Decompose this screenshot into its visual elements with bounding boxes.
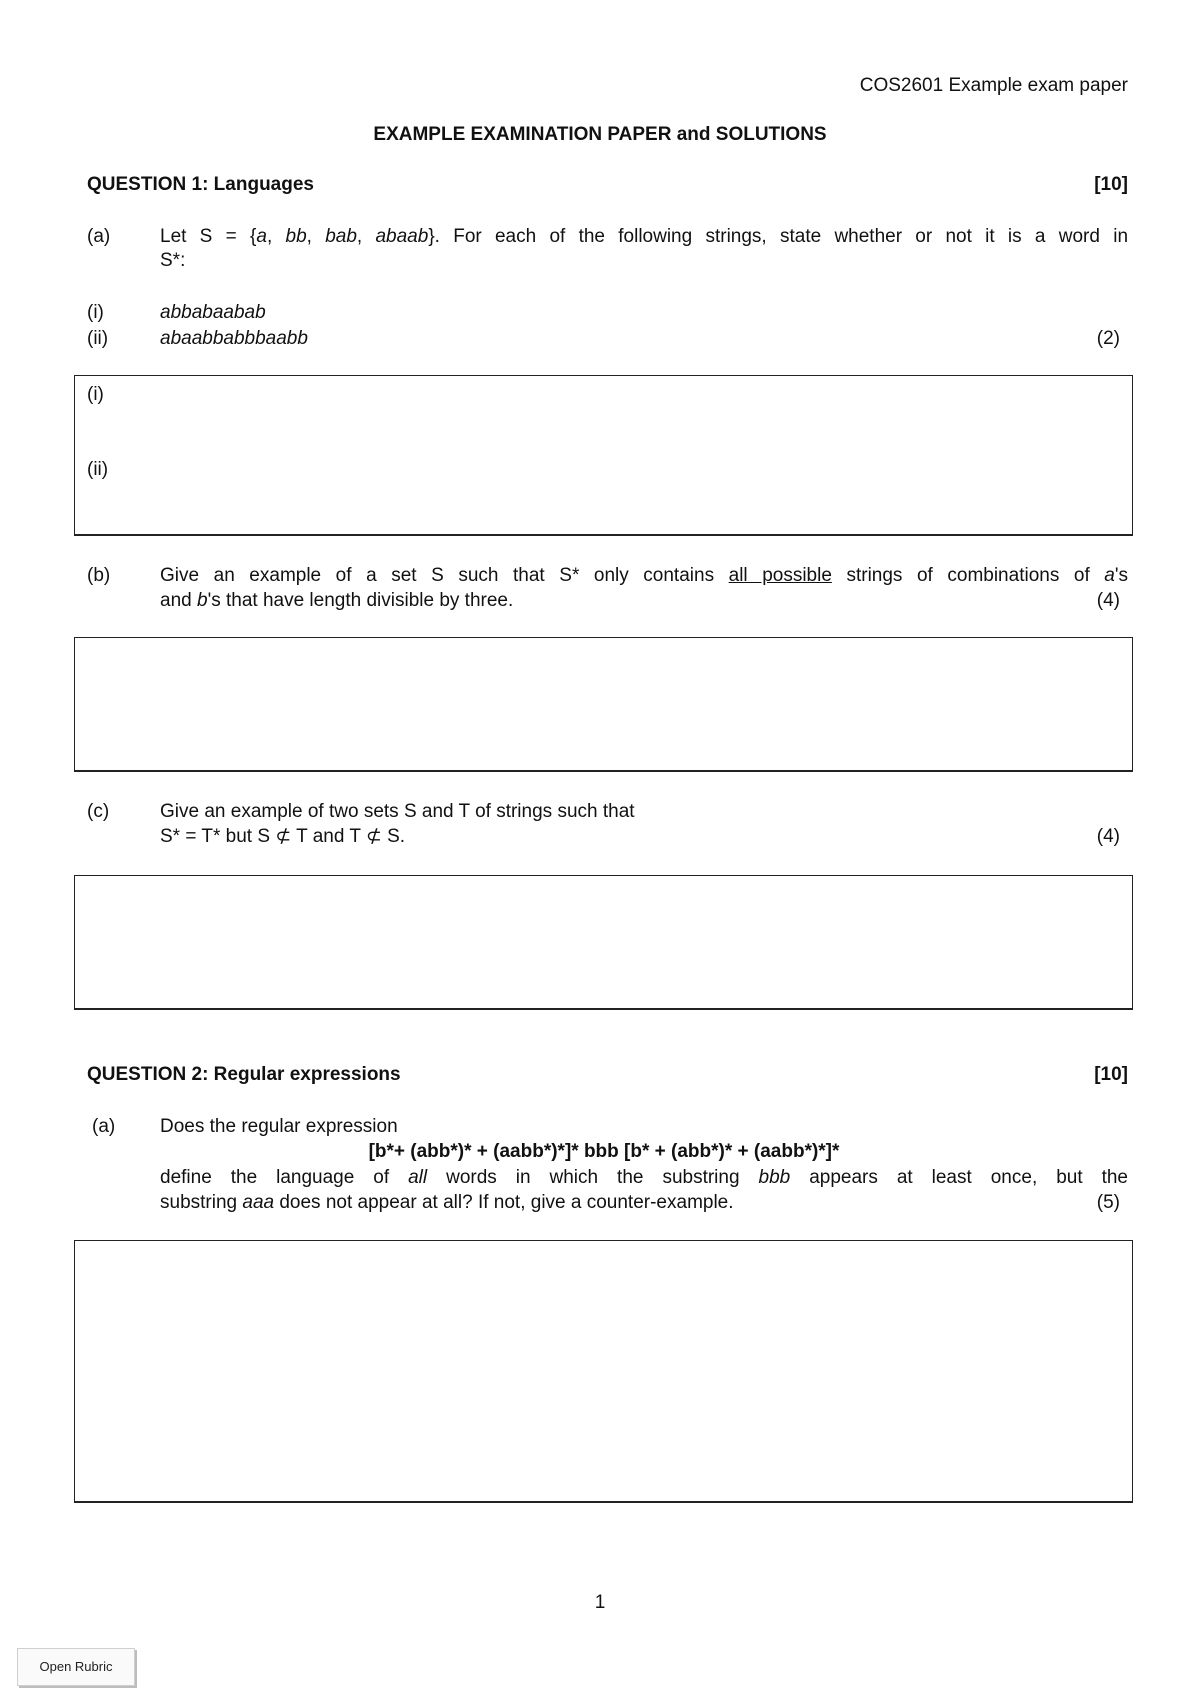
q1-heading: QUESTION 1: Languages [87,174,314,195]
q1b-label: (b) [87,565,111,586]
q2a-marks: (5) [1096,1192,1120,1213]
q1c-question-line2: S* = T* but S ⊄ T and T ⊄ S. [160,826,406,847]
q1c-marks: (4) [1096,826,1120,847]
q1b-question-line1: Give an example of a set S such that S* only contains all possible strings of combinations of a's [160,565,1129,586]
q2a-question-line3: define the language of all words in which the substring bbb appears at least once, but the [160,1167,1128,1188]
course-header: COS2601 Example exam paper [859,75,1128,96]
answer-label-ii: (ii) [87,459,109,480]
q1c-label: (c) [87,801,110,822]
q2-marks: [10] [1094,1064,1128,1085]
q1a-marks: (2) [1096,328,1120,349]
open-rubric-button[interactable]: Open Rubric [17,1648,135,1686]
q1a-item-label: (i) [87,302,104,323]
q1b-answer-box[interactable] [74,637,1133,772]
q2a-question-line1: Does the regular expression [160,1116,398,1137]
q1b-marks: (4) [1096,590,1120,611]
q1-marks: [10] [1094,174,1128,195]
q1c-answer-box[interactable] [74,875,1133,1010]
q2-heading: QUESTION 2: Regular expressions [87,1064,401,1085]
answer-label-i: (i) [87,384,104,405]
q1c-question-line1: Give an example of two sets S and T of strings such that [160,801,635,822]
q1a-question-line2: S*: [160,250,186,271]
q1a-item-value: abaabbabbbaabb [160,328,308,349]
q2a-regex: [b*+ (abb*)* + (aabb*)*]* bbb [b* + (abb*)* + (aabb*)*]* [368,1141,840,1162]
q2a-question-line4: substring aaa does not appear at all? If not, give a counter-example. [160,1192,734,1213]
q1a-answer-box[interactable] [74,375,1133,536]
page-number: 1 [594,1592,606,1613]
q1a-label: (a) [87,226,111,247]
q2a-answer-box[interactable] [74,1240,1133,1503]
q1a-item-label: (ii) [87,328,109,349]
q1a-item-value: abbabaabab [160,302,266,323]
q2a-label: (a) [92,1116,116,1137]
page-title: EXAMPLE EXAMINATION PAPER and SOLUTIONS [373,124,827,145]
q1a-question-line1: Let S = {a, bb, bab, abaab}. For each of the following strings, state whether or not it is a word in [160,226,1129,247]
q1b-question-line2: and b's that have length divisible by three. [160,590,514,611]
